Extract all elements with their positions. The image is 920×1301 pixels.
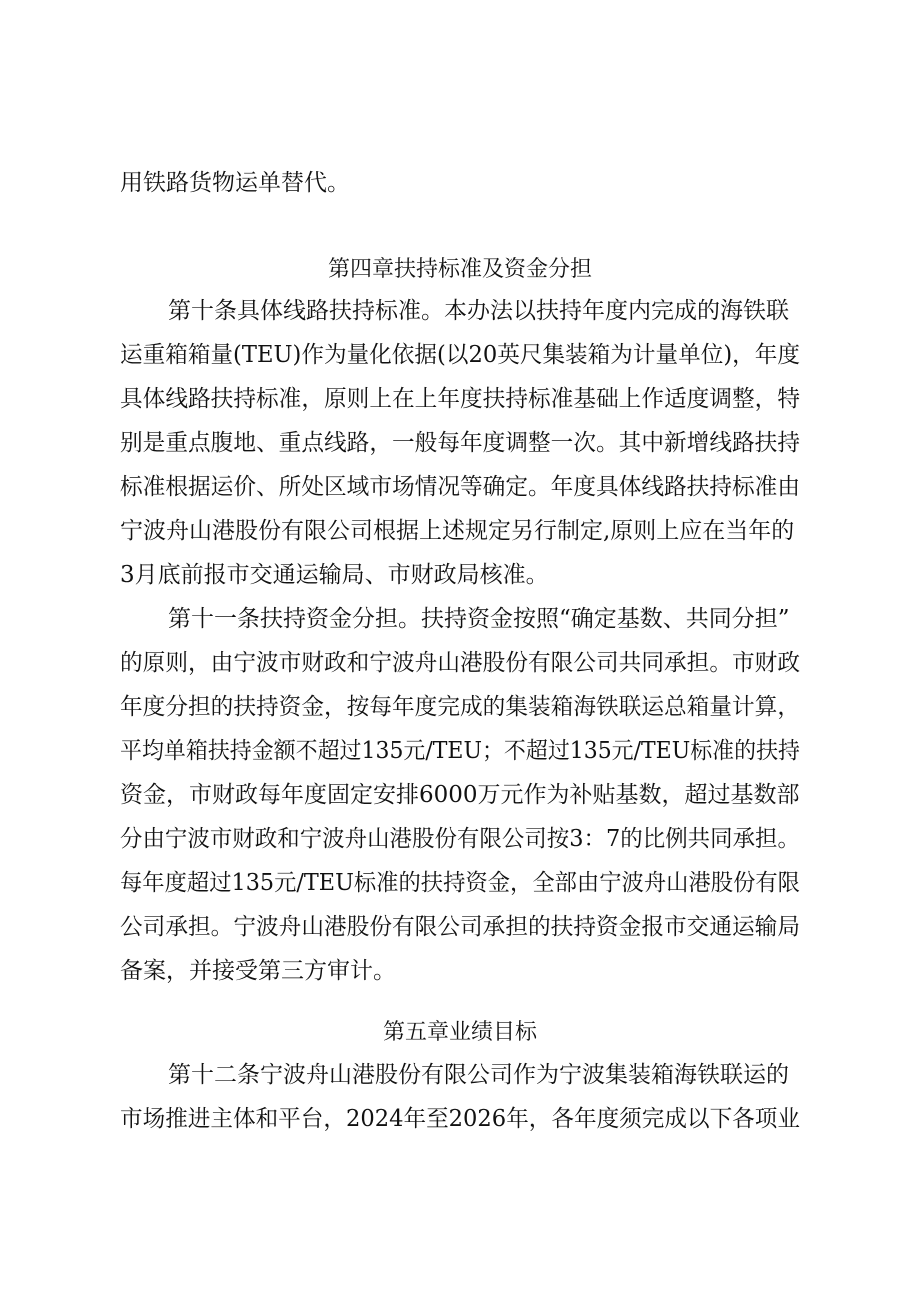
art12-line-2: 市场推进主体和平台，2024年至2026年，各年度须完成以下各项业 [120, 1106, 800, 1132]
art10-line-2: 运重箱箱量(TEU)作为量化依据(以20英尺集装箱为计量单位)，年度 [120, 342, 800, 368]
art11-line-1: 第十一条扶持资金分担。扶持资金按照“确定基数、共同分担” [168, 606, 790, 632]
chapter-heading-4: 第四章扶持标准及资金分担 [327, 257, 592, 282]
continuation-text: 用铁路货物运单替代。 [120, 170, 350, 196]
art12-line-1: 第十二条宁波舟山港股份有限公司作为宁波集装箱海铁联运的 [168, 1062, 789, 1088]
art10-line-7: 3月底前报市交通运输局、市财政局核准。 [120, 562, 549, 588]
art10-line-3: 具体线路扶持标准，原则上在上年度扶持标准基础上作适度调整，特 [120, 386, 800, 412]
art11-line-5: 资金，市财政每年度固定安排6000万元作为补贴基数，超过基数部 [120, 782, 800, 808]
art11-line-2: 的原则，由宁波市财政和宁波舟山港股份有限公司共同承担。市财政 [120, 650, 800, 676]
art11-line-4: 平均单箱扶持金额不超过135元/TEU；不超过135元/TEU标准的扶持 [120, 738, 800, 764]
art11-line-3: 年度分担的扶持资金，按每年度完成的集装箱海铁联运总箱量计算， [120, 694, 800, 720]
chapter-heading-5: 第五章业绩目标 [382, 1020, 537, 1045]
art10-line-1: 第十条具体线路扶持标准。本办法以扶持年度内完成的海铁联 [168, 298, 789, 324]
art11-line-9: 备案，并接受第三方审计。 [120, 958, 396, 984]
art10-line-4: 别是重点腹地、重点线路，一般每年度调整一次。其中新增线路扶持 [120, 430, 800, 456]
art11-line-6: 分由宁波市财政和宁波舟山港股份有限公司按3：7的比例共同承担。 [120, 826, 800, 852]
art10-line-6: 宁波舟山港股份有限公司根据上述规定另行制定,原则上应在当年的 [120, 518, 795, 544]
art11-line-7: 每年度超过135元/TEU标准的扶持资金，全部由宁波舟山港股份有限 [120, 870, 800, 896]
art10-line-5: 标准根据运价、所处区域市场情况等确定。年度具体线路扶持标准由 [120, 474, 800, 500]
art11-line-8: 公司承担。宁波舟山港股份有限公司承担的扶持资金报市交通运输局 [120, 914, 800, 940]
paragraph-line [0, 168, 920, 198]
